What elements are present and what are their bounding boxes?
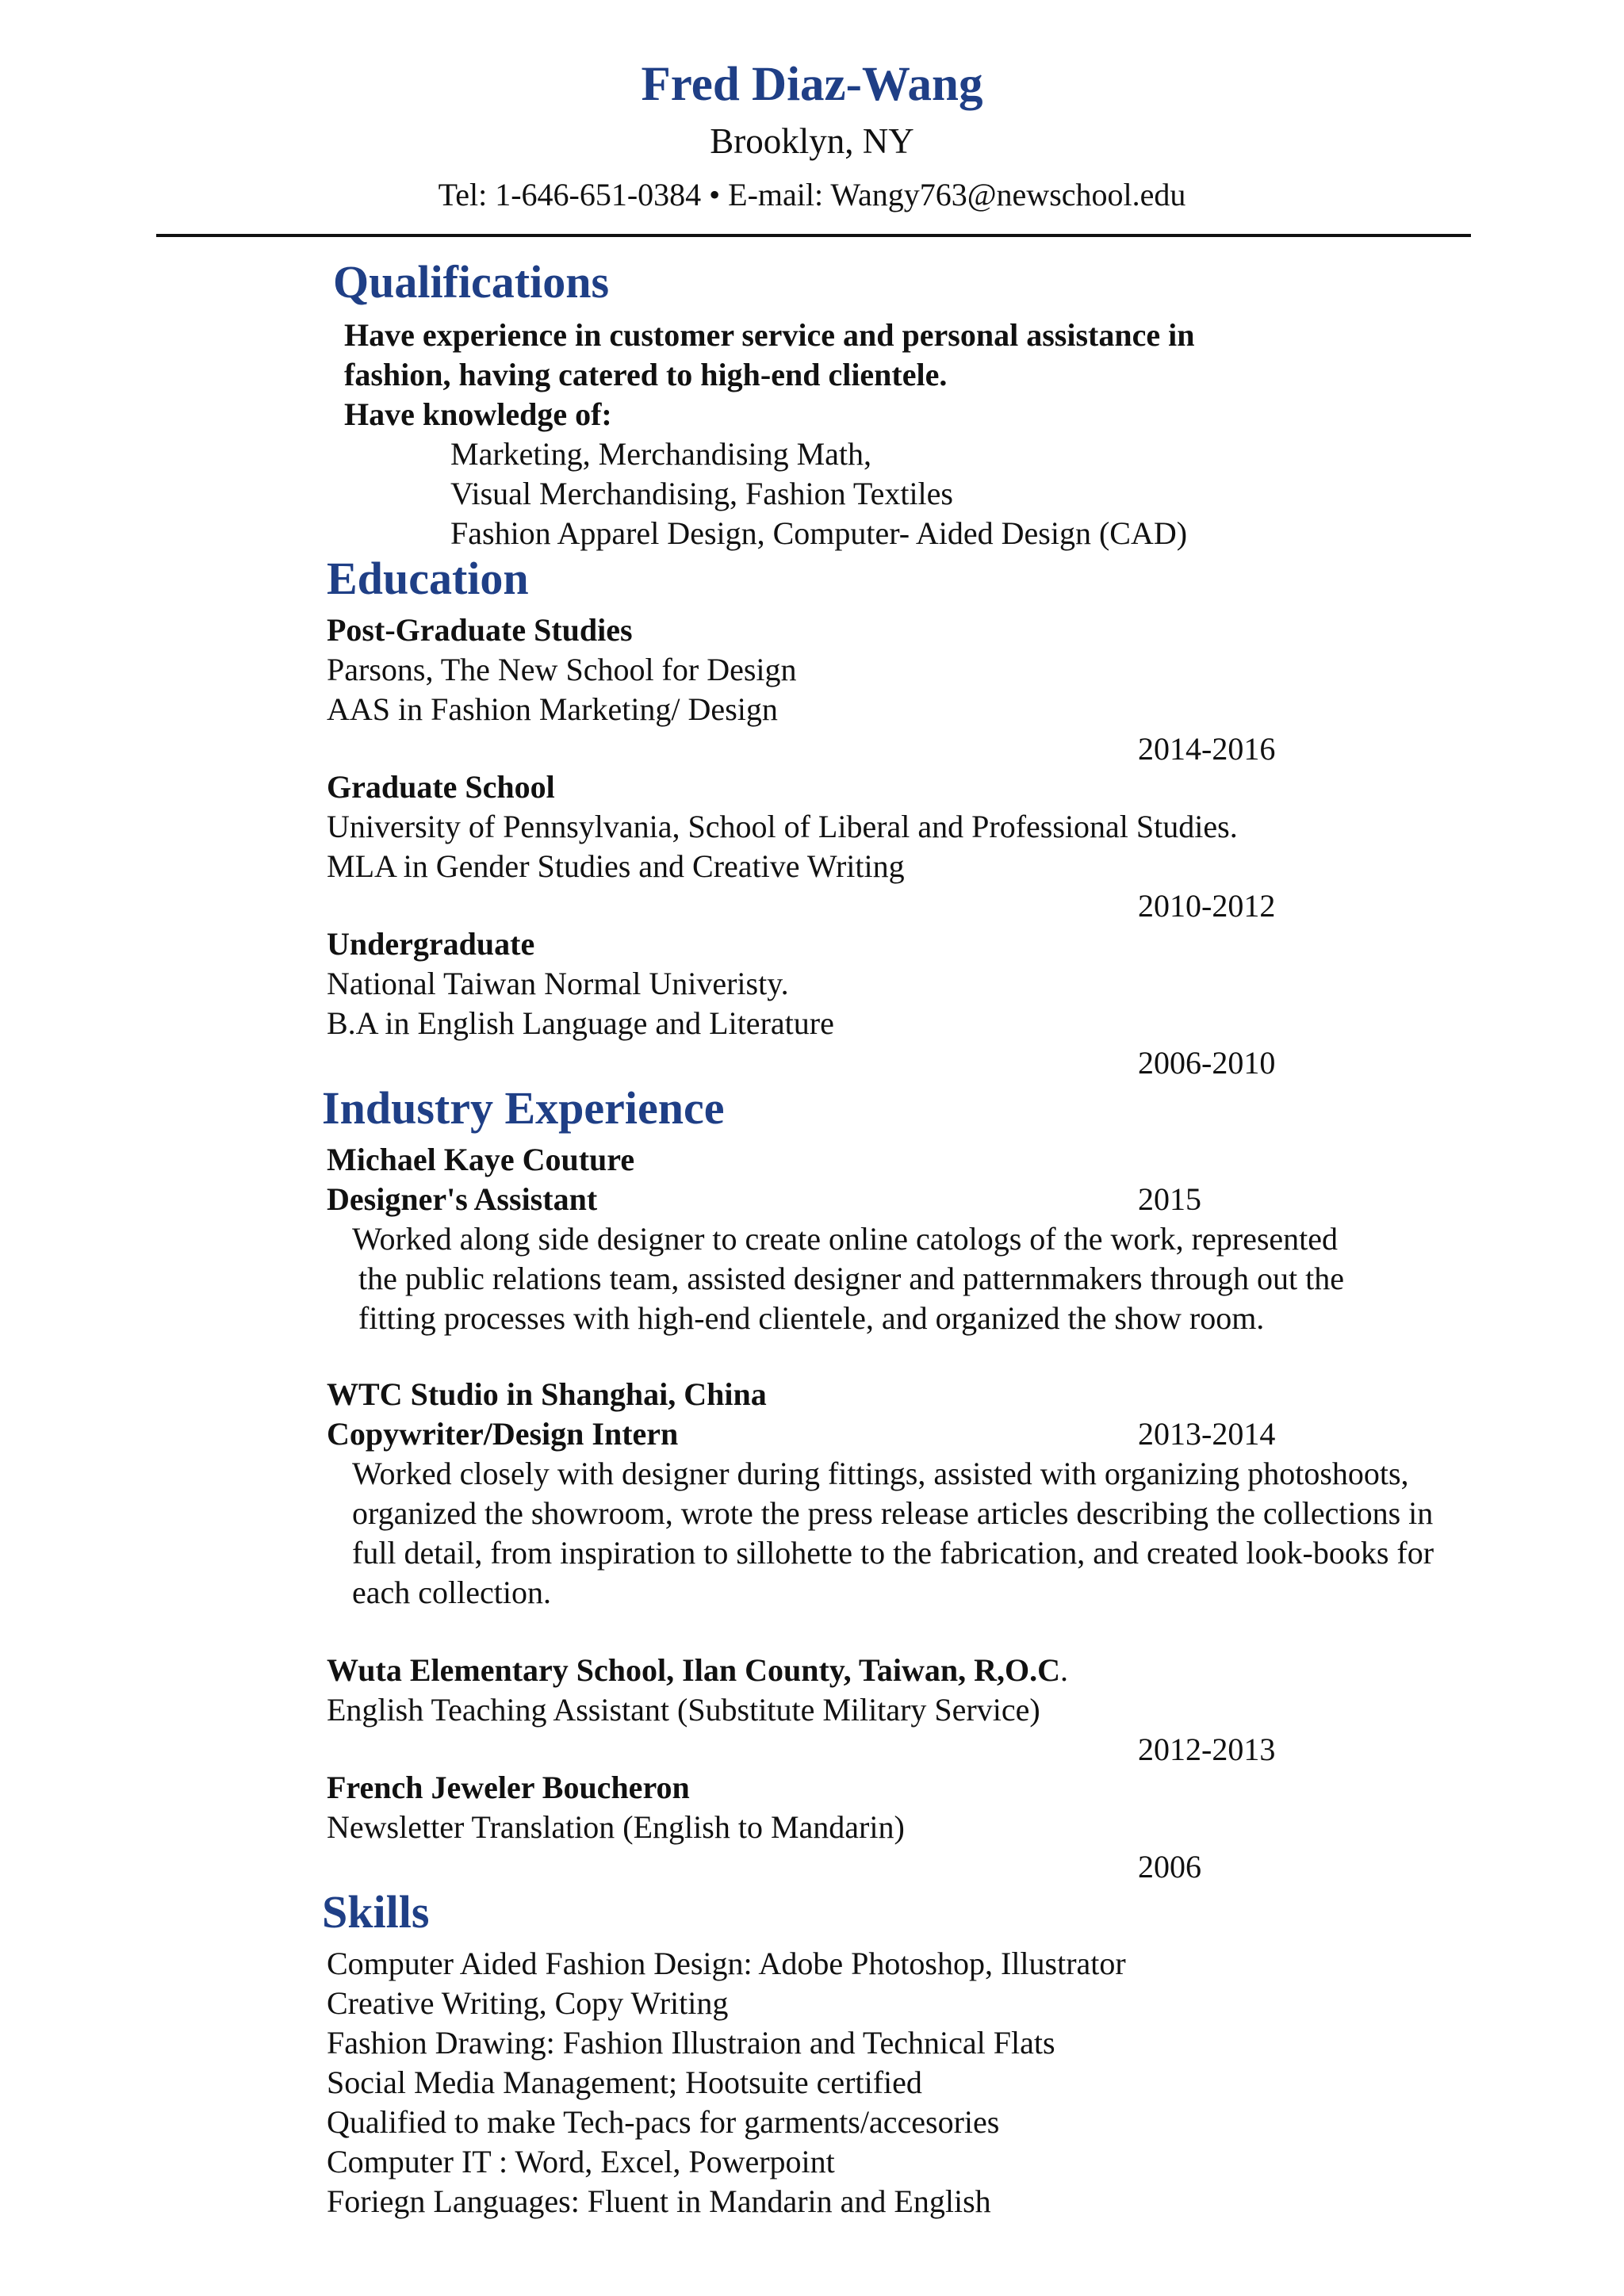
education-title: Post-Graduate Studies [327, 612, 633, 648]
education-title: Undergraduate [327, 926, 535, 962]
skill-item: Creative Writing, Copy Writing [327, 1985, 729, 2021]
education-line: National Taiwan Normal Univeristy. [327, 966, 789, 1001]
job-role: Designer's Assistant [327, 1181, 598, 1217]
education-date: 2006-2010 [1138, 1045, 1276, 1081]
skill-item: Fashion Drawing: Fashion Illustraion and Technical Flats [327, 2025, 1055, 2061]
job-role: English Teaching Assistant (Substitute Military Service) [327, 1692, 1040, 1728]
job-date: 2013-2014 [1138, 1416, 1276, 1452]
job-description-line: each collection. [352, 1575, 551, 1610]
resume-contact: Tel: 1-646-651-0384 • E-mail: Wangy763@newschool.edu [438, 177, 1186, 212]
skills-heading: Skills [322, 1886, 430, 1938]
job-employer: Michael Kaye Couture [327, 1142, 635, 1177]
education-heading: Education [327, 553, 529, 604]
resume-location: Brooklyn, NY [710, 121, 914, 161]
job-employer-suffix: . [1059, 1652, 1068, 1688]
education-line: University of Pennsylvania, School of Liberal and Professional Studies. [327, 809, 1238, 844]
qualifications-line: Have experience in customer service and personal assistance in [344, 317, 1195, 353]
experience-heading: Industry Experience [322, 1082, 725, 1134]
job-description-line: the public relations team, assisted designer and patternmakers through out the [358, 1261, 1344, 1296]
education-date: 2014-2016 [1138, 731, 1276, 767]
job-date: 2015 [1138, 1181, 1201, 1217]
knowledge-item: Marketing, Merchandising Math, [450, 436, 871, 472]
job-description-line: organized the showroom, wrote the press release articles describing the collections in [352, 1495, 1434, 1531]
education-line: B.A in English Language and Literature [327, 1005, 834, 1041]
header-divider [156, 234, 1471, 237]
job-role: Newsletter Translation (English to Mandarin) [327, 1809, 905, 1845]
resume-name: Fred Diaz-Wang [641, 58, 983, 111]
job-description-line: fitting processes with high-end clientele, and organized the show room. [358, 1300, 1265, 1336]
knowledge-item: Fashion Apparel Design, Computer- Aided Design (CAD) [450, 515, 1188, 551]
education-line: MLA in Gender Studies and Creative Writing [327, 848, 905, 884]
knowledge-item: Visual Merchandising, Fashion Textiles [450, 476, 953, 511]
job-description-line: Worked closely with designer during fittings, assisted with organizing photoshoots, [352, 1456, 1409, 1491]
job-employer: Wuta Elementary School, Ilan County, Taiwan, R,O.C [327, 1652, 1060, 1688]
qualifications-heading: Qualifications [333, 256, 610, 308]
education-line: AAS in Fashion Marketing/ Design [327, 691, 778, 727]
education-date: 2010-2012 [1138, 888, 1276, 924]
job-employer-line [327, 1651, 1068, 1690]
skill-item: Computer IT : Word, Excel, Powerpoint [327, 2144, 835, 2179]
job-description-line: Worked along side designer to create online catologs of the work, represented [352, 1221, 1339, 1257]
job-date: 2006 [1138, 1849, 1201, 1885]
job-role: Copywriter/Design Intern [327, 1416, 679, 1452]
job-description-line: full detail, from inspiration to sillohette to the fabrication, and created look-books for [352, 1535, 1434, 1571]
knowledge-label: Have knowledge of: [344, 396, 612, 432]
skill-item: Computer Aided Fashion Design: Adobe Photoshop, Illustrator [327, 1946, 1126, 1981]
qualifications-line: fashion, having catered to high-end clientele. [344, 357, 948, 392]
skill-item: Foriegn Languages: Fluent in Mandarin and English [327, 2183, 991, 2219]
skill-item: Social Media Management; Hootsuite certified [327, 2064, 922, 2100]
education-line: Parsons, The New School for Design [327, 652, 797, 687]
skill-item: Qualified to make Tech-pacs for garments/accesories [327, 2104, 1000, 2140]
job-employer: French Jeweler Boucheron [327, 1770, 690, 1805]
job-date: 2012-2013 [1138, 1732, 1276, 1767]
education-title: Graduate School [327, 769, 555, 805]
job-employer: WTC Studio in Shanghai, China [327, 1376, 767, 1412]
